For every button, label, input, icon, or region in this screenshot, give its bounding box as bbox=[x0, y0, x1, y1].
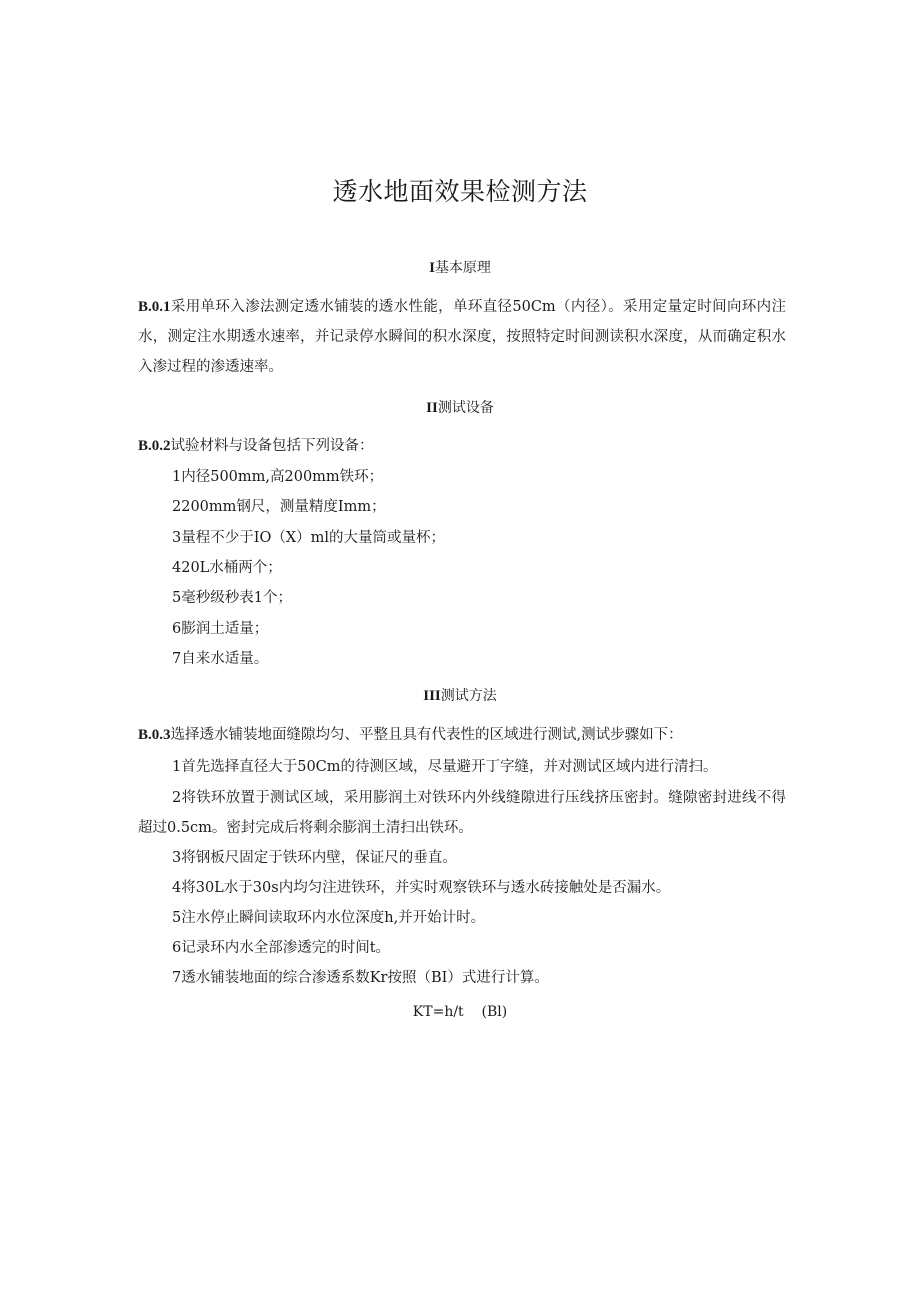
equipment-item: 6膨润土适量； bbox=[172, 621, 269, 637]
formula-label: (Bl) bbox=[481, 1004, 508, 1020]
formula-b1 bbox=[0, 1004, 920, 1020]
equipment-item: 3量程不少于IO（X）ml的大量筒或量杯； bbox=[172, 530, 446, 546]
section-number: III bbox=[423, 688, 441, 704]
method-step: 7透水铺装地面的综合渗透系数Kr按照（BI）式进行计算。 bbox=[172, 970, 549, 986]
clause-number: B.0.2 bbox=[138, 438, 171, 454]
clause-text: 试验材料与设备包括下列设备： bbox=[170, 438, 374, 454]
clause-number: B.0.3 bbox=[138, 727, 171, 743]
clause-text: 选择透水铺装地面缝隙均匀、平整且具有代表性的区域进行测试,测试步骤如下： bbox=[170, 727, 683, 743]
method-step: 5注水停止瞬间读取环内水位深度h,并开始计时。 bbox=[172, 910, 486, 926]
equipment-item: 7自来水适量。 bbox=[172, 651, 269, 667]
method-step: 1首先选择直径大于50Cm的待测区域，尽量避开丁字缝，并对测试区域内进行清扫。 bbox=[172, 759, 718, 775]
method-step: 4将30L水于30s内均匀注进铁环，并实时观察铁环与透水砖接触处是否漏水。 bbox=[172, 880, 671, 896]
equipment-item: 1内径500mm,高200mm铁环； bbox=[172, 469, 384, 485]
equipment-item: 5毫秒级秒表1个； bbox=[172, 590, 292, 606]
clause-text: 采用单环入渗法测定透水铺装的透水性能，单环直径50Cm（内径）。采用定量定时间向环内注水，测定注水期透水速率，并记录停水瞬间的积水深度，按照特定时间测读积水深度，从而确定积水入渗过程的渗透速率。 bbox=[138, 299, 786, 375]
formula-expression: KT=h/t bbox=[412, 1004, 464, 1020]
clause-b03 bbox=[138, 720, 786, 750]
section-heading-test-equipment bbox=[0, 397, 920, 417]
clause-number: B.0.1 bbox=[138, 299, 171, 315]
section-heading-test-method bbox=[0, 685, 920, 705]
method-step: 6记录环内水全部渗透完的时间t。 bbox=[172, 940, 391, 956]
clause-b01 bbox=[138, 292, 786, 382]
section-title: 测试方法 bbox=[440, 688, 497, 704]
section-title: 测试设备 bbox=[437, 400, 494, 416]
page-title: 透水地面效果检测方法 bbox=[332, 177, 588, 206]
clause-b02 bbox=[138, 431, 786, 461]
method-step: 2将铁环放置于测试区域，采用膨润土对铁环内外线缝隙进行压线挤压密封。缝隙密封进线不得超过0.5cm。密封完成后将剩余膨润土清扫出铁环。 bbox=[138, 790, 786, 836]
section-title: 基本原理 bbox=[434, 260, 491, 276]
equipment-item: 2200mm钢尺，测量精度Imm； bbox=[172, 499, 386, 515]
equipment-item: 420L水桶两个； bbox=[172, 560, 282, 576]
section-number: I bbox=[429, 260, 435, 276]
section-heading-basic-principle bbox=[0, 257, 920, 277]
method-step: 3将钢板尺固定于铁环内壁，保证尺的垂直。 bbox=[172, 850, 457, 866]
section-number: II bbox=[426, 400, 438, 416]
